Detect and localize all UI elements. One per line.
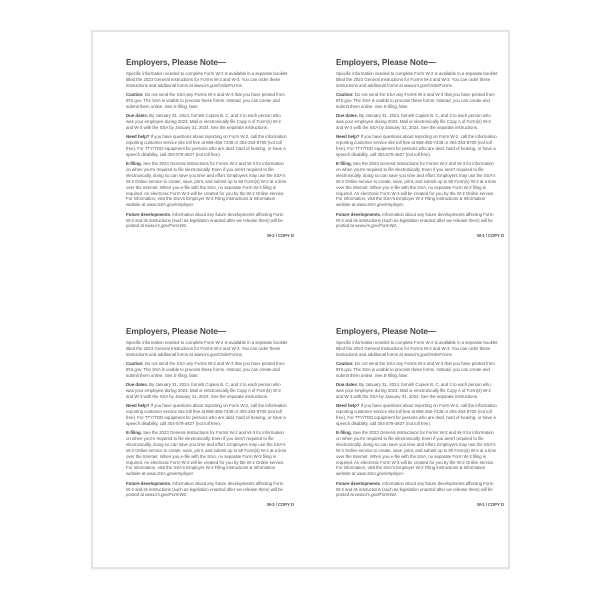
efiling-paragraph: E-filing. See the 2023 General Instructions for Forms W-2 and W-3 for information on when you're required to file electronically. Even if you aren't required to file electronically, doing so can save you time and effort. Employers may use the SSA's W-2 Online service to create, save, print, and submit up to 50 Form(s) W-2 at a time over the Internet. When you e-file with the SSA, no separate Form W-3 filing is required. An electronic Form W-3 will be created for you by the W-2 Online service. For information, visit the SSA's Employer W-2 Filing Instructions & Information website at www.SSA.gov/employer. <box>126 430 287 477</box>
future-developments-paragraph: Future developments. Information about any future developments affecting Form W-2 and its instructions (such as legislation enacted after we release them) will be posted at www.irs.gov/FormW2. <box>336 480 494 498</box>
irs-link: www.irs.gov/FormW2 <box>145 492 187 498</box>
irs-link: www.irs.gov/FormW2 <box>355 492 397 498</box>
efiling-paragraph: E-filing. See the 2023 General Instructions for Forms W-2 and W-3 for information on when you're required to file electronically. Even if you aren't required to file electronically, doing so can save you time and effort. Employers may use the SSA's W-2 Online service to create, save, print, and submit up to 50 Form(s) W-2 at a time over the Internet. When you e-file with the SSA, no separate Form W-3 filing is required. An electronic Form W-3 will be created for you by the W-2 Online service. For information, visit the SSA's Employer W-2 Filing Instructions & Information website at www.SSA.gov/employer. <box>126 161 287 208</box>
due-dates-paragraph: Due dates. By January 31, 2024, furnish Copies B, C, and 2 to each person who was your employee during 2023. Mail or electronically file Copy A of Form(s) W-2 and W-3 with the SSA by January 31, 2024. See the separate instructions. <box>336 113 491 130</box>
panel-heading: Employers, Please Note— <box>126 57 227 67</box>
intro-paragraph: Specific information needed to complete Form W-2 is available in a separate booklet titled the 2023 General Instructions for Forms W-2 and W-3. You can order these instructions and additional forms at www.irs.gov/OrderForms. <box>126 71 288 88</box>
due-dates-paragraph: Due dates. By January 31, 2024, furnish Copies B, C, and 2 to each person who was your employee during 2023. Mail or electronically file Copy A of Form(s) W-2 and W-3 with the SSA by January 31, 2024. See the separate instructions. <box>126 113 281 130</box>
future-developments-paragraph: Future developments. Information about any future developments affecting Form W-2 and its instructions (such as legislation enacted after we release them) will be posted at www.irs.gov/FormW2. <box>126 211 284 229</box>
need-help-paragraph: Need help? If you have questions about reporting on Form W-2, call the information reporting customer service site toll free at 866-455-7438 or 304-263-8700 (not toll free). For TTY/TDD equipment for persons who are deaf, hard of hearing, or have a speech disability, call 304-579-4827 (not toll free). <box>336 403 497 426</box>
ssa-link: www.SSA.gov/employer <box>356 471 404 477</box>
intro-paragraph: Specific information needed to complete Form W-2 is available in a separate booklet titled the 2023 General Instructions for Forms W-2 and W-3. You can order these instructions and additional forms at www.irs.gov/OrderForms. <box>336 71 498 88</box>
ssa-link: www.SSA.gov/employer <box>356 202 404 208</box>
caution-paragraph: Caution: Do not send the SSA any Forms W-2 and W-3 that you have printed from IRS.gov. The SSA is unable to process these forms. Instead, you can create and submit them online. See E-filing, later. <box>336 92 495 109</box>
due-dates-paragraph: Due dates. By January 31, 2024, furnish Copies B, C, and 2 to each person who was your employee during 2023. Mail or electronically file Copy A of Form(s) W-2 and W-3 with the SSA by January 31, 2024. See the separate instructions. <box>126 382 281 399</box>
notice-panel-bottom-right <box>336 326 504 508</box>
efiling-paragraph: E-filing. See the 2023 General Instructions for Forms W-2 and W-3 for information on when you're required to file electronically. Even if you aren't required to file electronically, doing so can save you time and effort. Employers may use the SSA's W-2 Online service to create, save, print, and submit up to 50 Form(s) W-2 at a time over the Internet. When you e-file with the SSA, no separate Form W-3 filing is required. An electronic Form W-3 will be created for you by the W-2 Online service. For information, visit the SSA's Employer W-2 Filing Instructions & Information website at www.SSA.gov/employer. <box>336 430 497 477</box>
irs-link: www.irs.gov/FormW2 <box>355 223 397 229</box>
notice-panel-bottom-left <box>126 326 294 508</box>
ssa-link: www.SSA.gov/employer <box>146 471 194 477</box>
future-developments-paragraph: Future developments. Information about any future developments affecting Form W-2 and its instructions (such as legislation enacted after we release them) will be posted at www.irs.gov/FormW2. <box>126 480 284 498</box>
caution-paragraph: Caution: Do not send the SSA any Forms W-2 and W-3 that you have printed from IRS.gov. The SSA is unable to process these forms. Instead, you can create and submit them online. See E-filing, later. <box>126 92 285 109</box>
copy-label: W-2 / COPY D <box>266 502 294 508</box>
panel-heading: Employers, Please Note— <box>336 326 437 336</box>
future-developments-paragraph: Future developments. Information about any future developments affecting Form W-2 and its instructions (such as legislation enacted after we release them) will be posted at www.irs.gov/FormW2. <box>336 211 494 229</box>
form-page <box>91 30 510 569</box>
copy-label: W-2 / COPY D <box>266 233 294 239</box>
panel-heading: Employers, Please Note— <box>336 57 437 67</box>
intro-paragraph: Specific information needed to complete Form W-2 is available in a separate booklet titled the 2023 General Instructions for Forms W-2 and W-3. You can order these instructions and additional forms at www.irs.gov/OrderForms. <box>336 340 498 357</box>
caution-paragraph: Caution: Do not send the SSA any Forms W-2 and W-3 that you have printed from IRS.gov. The SSA is unable to process these forms. Instead, you can create and submit them online. See E-filing, later. <box>126 361 285 378</box>
efiling-paragraph: E-filing. See the 2023 General Instructions for Forms W-2 and W-3 for information on when you're required to file electronically. Even if you aren't required to file electronically, doing so can save you time and effort. Employers may use the SSA's W-2 Online service to create, save, print, and submit up to 50 Form(s) W-2 at a time over the Internet. When you e-file with the SSA, no separate Form W-3 filing is required. An electronic Form W-3 will be created for you by the W-2 Online service. For information, visit the SSA's Employer W-2 Filing Instructions & Information website at www.SSA.gov/employer. <box>336 161 497 208</box>
need-help-paragraph: Need help? If you have questions about reporting on Form W-2, call the information reporting customer service site toll free at 866-455-7438 or 304-263-8700 (not toll free). For TTY/TDD equipment for persons who are deaf, hard of hearing, or have a speech disability, call 304-579-4827 (not toll free). <box>126 403 287 426</box>
need-help-paragraph: Need help? If you have questions about reporting on Form W-2, call the information reporting customer service site toll free at 866-455-7438 or 304-263-8700 (not toll free). For TTY/TDD equipment for persons who are deaf, hard of hearing, or have a speech disability, call 304-579-4827 (not toll free). <box>126 134 287 157</box>
irs-link: www.irs.gov/FormW2 <box>145 223 187 229</box>
copy-label: W-2 / COPY D <box>476 502 504 508</box>
ssa-link: www.SSA.gov/employer <box>146 202 194 208</box>
caution-paragraph: Caution: Do not send the SSA any Forms W-2 and W-3 that you have printed from IRS.gov. The SSA is unable to process these forms. Instead, you can create and submit them online. See E-filing, later. <box>336 361 495 378</box>
intro-paragraph: Specific information needed to complete Form W-2 is available in a separate booklet titled the 2023 General Instructions for Forms W-2 and W-3. You can order these instructions and additional forms at www.irs.gov/OrderForms. <box>126 340 288 357</box>
need-help-paragraph: Need help? If you have questions about reporting on Form W-2, call the information reporting customer service site toll free at 866-455-7438 or 304-263-8700 (not toll free). For TTY/TDD equipment for persons who are deaf, hard of hearing, or have a speech disability, call 304-579-4827 (not toll free). <box>336 134 497 157</box>
panel-heading: Employers, Please Note— <box>126 326 227 336</box>
notice-panel-top-right <box>336 57 504 239</box>
copy-label: W-2 / COPY D <box>476 233 504 239</box>
notice-panel-top-left <box>126 57 294 239</box>
due-dates-paragraph: Due dates. By January 31, 2024, furnish Copies B, C, and 2 to each person who was your employee during 2023. Mail or electronically file Copy A of Form(s) W-2 and W-3 with the SSA by January 31, 2024. See the separate instructions. <box>336 382 491 399</box>
